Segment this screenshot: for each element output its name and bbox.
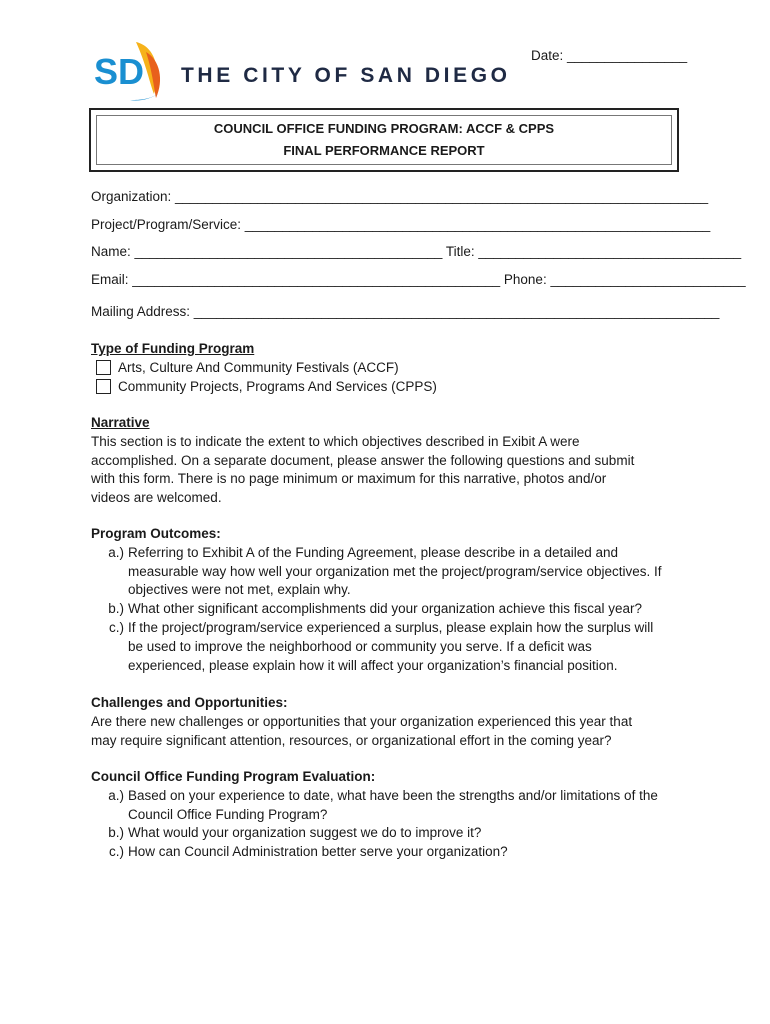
challenges-heading: Challenges and Opportunities: [91, 695, 288, 710]
accf-checkbox[interactable] [96, 360, 111, 375]
list-line: measurable way how well your organization met the project/program/service objectives. If [128, 563, 662, 579]
list-marker: a.) [108, 544, 124, 560]
city-name: THE CITY OF SAN DIEGO [181, 64, 511, 87]
list-marker: b.) [108, 601, 124, 617]
challenges-line: may require significant attention, resources, or organizational effort in the coming year? [91, 732, 612, 748]
program-outcomes-section [91, 525, 691, 675]
list-line: be used to improve the neighborhood or community you serve. If a deficit was [128, 638, 592, 654]
accf-label: Arts, Culture And Community Festivals (ACCF) [118, 360, 399, 375]
city-logo [92, 38, 182, 104]
date-field[interactable]: Date: ________________ [531, 48, 688, 63]
organization-field[interactable]: Organization: _______________________________________________________________________ [91, 189, 709, 204]
email-phone-field[interactable]: Email: _________________________________________________ Phone: __________________________ [91, 272, 746, 287]
list-marker: c.) [109, 619, 124, 635]
challenges-line: Are there new challenges or opportunities that your organization experienced this year that [91, 713, 633, 729]
narrative-line: This section is to indicate the extent to which objectives described in Exibit A were [91, 433, 580, 449]
evaluation-item-b [91, 824, 691, 843]
outcome-item-b [91, 600, 691, 619]
report-title-box [89, 108, 679, 172]
list-line: Council Office Funding Program? [128, 806, 328, 822]
evaluation-item-a [91, 787, 691, 825]
list-marker: a.) [108, 787, 124, 803]
program-outcomes-heading: Program Outcomes: [91, 526, 221, 541]
funding-option-cpps[interactable] [96, 379, 437, 394]
narrative-line: accomplished. On a separate document, please answer the following questions and submit [91, 452, 635, 468]
challenges-section [91, 694, 691, 750]
list-line: Based on your experience to date, what have been the strengths and/or limitations of the [128, 787, 658, 803]
evaluation-section [91, 768, 691, 862]
list-line: What other significant accomplishments did your organization achieve this fiscal year? [128, 601, 643, 617]
narrative-line: with this form. There is no page minimum or maximum for this narrative, photos and/or [91, 471, 607, 487]
list-line: What would your organization suggest we do to improve it? [128, 825, 482, 841]
list-marker: c.) [109, 844, 124, 860]
list-line: Referring to Exhibit A of the Funding Agreement, please describe in a detailed and [128, 544, 619, 560]
outcome-item-a [91, 544, 691, 600]
list-marker: b.) [108, 825, 124, 841]
name-title-field[interactable]: Name: _________________________________________ Title: ___________________________________ [91, 244, 742, 259]
funding-option-accf[interactable] [96, 360, 399, 375]
list-line: objectives were not met, explain why. [128, 582, 351, 598]
evaluation-item-c [91, 843, 691, 862]
list-line: If the project/program/service experienced a surplus, please explain how the surplus will [128, 619, 654, 635]
funding-type-heading: Type of Funding Program [91, 341, 255, 356]
report-title-line2: FINAL PERFORMANCE REPORT [283, 143, 485, 158]
mailing-address-field[interactable]: Mailing Address: ______________________________________________________________________ [91, 304, 720, 319]
project-field[interactable]: Project/Program/Service: ______________________________________________________________ [91, 217, 711, 232]
narrative-heading: Narrative [91, 415, 150, 430]
report-title-line1: COUNCIL OFFICE FUNDING PROGRAM: ACCF & CPPS [213, 121, 555, 136]
cpps-label: Community Projects, Programs And Services (CPPS) [118, 379, 437, 394]
narrative-section [91, 414, 691, 508]
sd-logo-icon [92, 38, 182, 104]
cpps-checkbox[interactable] [96, 379, 111, 394]
outcome-item-c [91, 619, 691, 675]
logo-text: SD [94, 51, 145, 92]
list-line: How can Council Administration better serve your organization? [128, 844, 508, 860]
list-line: experienced, please explain how it will affect your organization’s financial position. [128, 657, 618, 673]
narrative-line: videos are welcomed. [91, 490, 222, 506]
evaluation-heading: Council Office Funding Program Evaluation: [91, 769, 376, 784]
